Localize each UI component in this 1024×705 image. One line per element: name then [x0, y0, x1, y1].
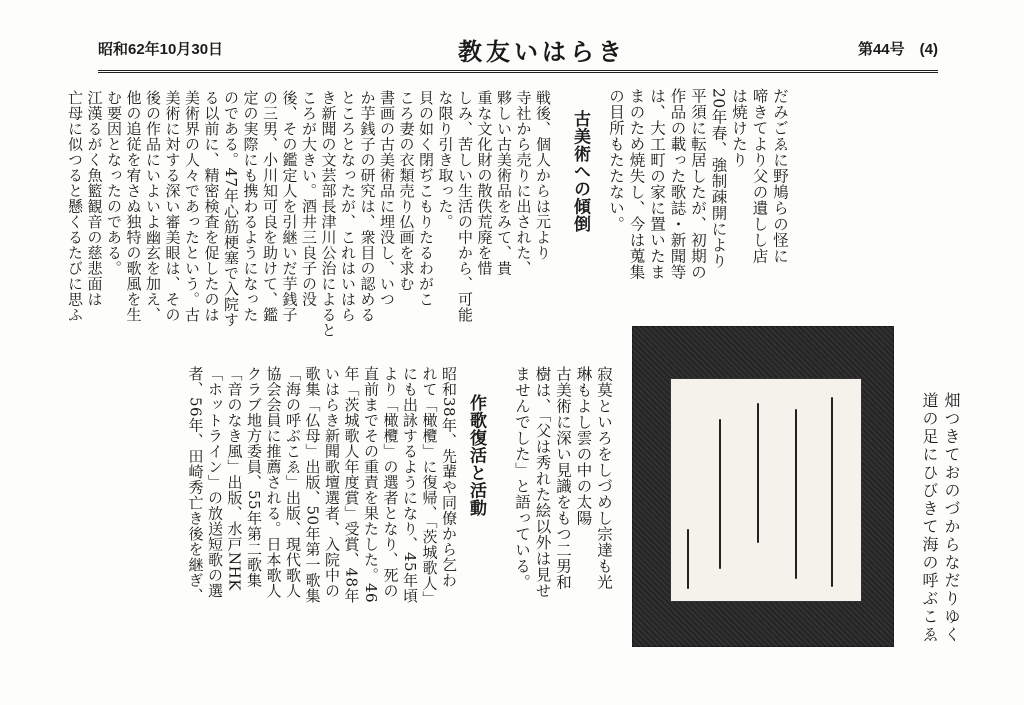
masthead	[98, 30, 938, 73]
text-block-sotatsu	[494, 366, 614, 666]
brush-stroke	[757, 403, 759, 543]
brush-stroke	[795, 409, 797, 579]
brush-stroke	[687, 529, 689, 589]
brush-stroke	[831, 397, 833, 587]
newsletter-title: 教友いはらき	[458, 37, 626, 66]
paragraph: 寂莫といろをしづめし宗達も光 琳もよし雲の中の太陽 古美術に深い見識をもつ二男和 樹は、「父は秀れた絵以外は見せ ませんでした」と語っている。	[513, 366, 613, 599]
calligraphy-shikishi	[670, 378, 862, 602]
text-block-revival	[112, 366, 458, 666]
text-block-early-works	[590, 88, 790, 328]
section-heading-revival: 作歌復活と活動	[466, 394, 486, 517]
issue-date: 昭和62年10月30日	[98, 41, 224, 58]
paragraph: 戦後、個人からは元より 寺社から売りに出された、 夥しい古美術品をみて、貴 重な文化財の散佚荒廃を惜 しみ、苦しい生活の中から、可能 な限り引き取った。 貝の如く閉ぢこもりたるわがこ ころ妻の衣類売り仏画を求む 書画の古美術品に埋没し、いつ か芋銭子の研究は、衆目の認める ところとなったが、これはいはら き新聞の文芸部長津川公治によると ころが大きい。酒井三良子の没 後、その鑑定人を引継いだ芋銭子 の三男、小川知可良を助けて、鑑 定の実際にも携わるようになった のである。47年心筋梗塞で入院す る以前に、精密検査を促したのは 美術界の人々であったという。古 美術に対する深い審美眼は、その 後の作品にいよいよ幽玄を加え、 他の追従を宥さぬ独特の歌風を生 む要因となったのである。 江漢るがく魚籃観音の慈悲面は 亡母に似つると懸くるたびに思ふ	[66, 90, 552, 338]
calligraphy-photo	[632, 326, 894, 647]
issue-number: 第44号 (4)	[857, 41, 938, 58]
verse-caption: 畑つきておのづからなだりゆく 道の足にひびきて海の呼ぶこゑ	[920, 392, 961, 644]
brush-stroke	[719, 419, 721, 569]
section-heading-antiques: 古美術への傾倒	[570, 110, 590, 233]
paragraph: 昭和38年、先輩や同僚から乞わ れて「橄欖」に復帰、「茨城歌人」 にも出詠するようになり、45年頃 より「橄欖」の選者となり、死の 直前までその重責を果たした。46 年「茨城歌人年度賞」受賞、48年 いはらき新聞歌壇選者、入院中の 歌集「仏母」出版、50年第一歌集 「海の呼ぶこゑ」出版、現代歌人 協会会員に推薦される。日本歌人 クラブ地方委員、55年第二歌集 「音のなき風」出版、水戸NHK 「ホットライン」の放送短歌の選 者、56年、田崎秀亡き後を継ぎ、	[186, 366, 458, 607]
paragraph: だみごゑに野鳩らの怪に 啼きてより父の遺しし店 は焼けたり 20年春、強制疎開により 平須に転居したが、初期の 作品の載った歌誌・新聞等 は、大工町の家に置いたま まのため焼失し、今は蒐集 の目所もたたない。	[607, 88, 789, 280]
